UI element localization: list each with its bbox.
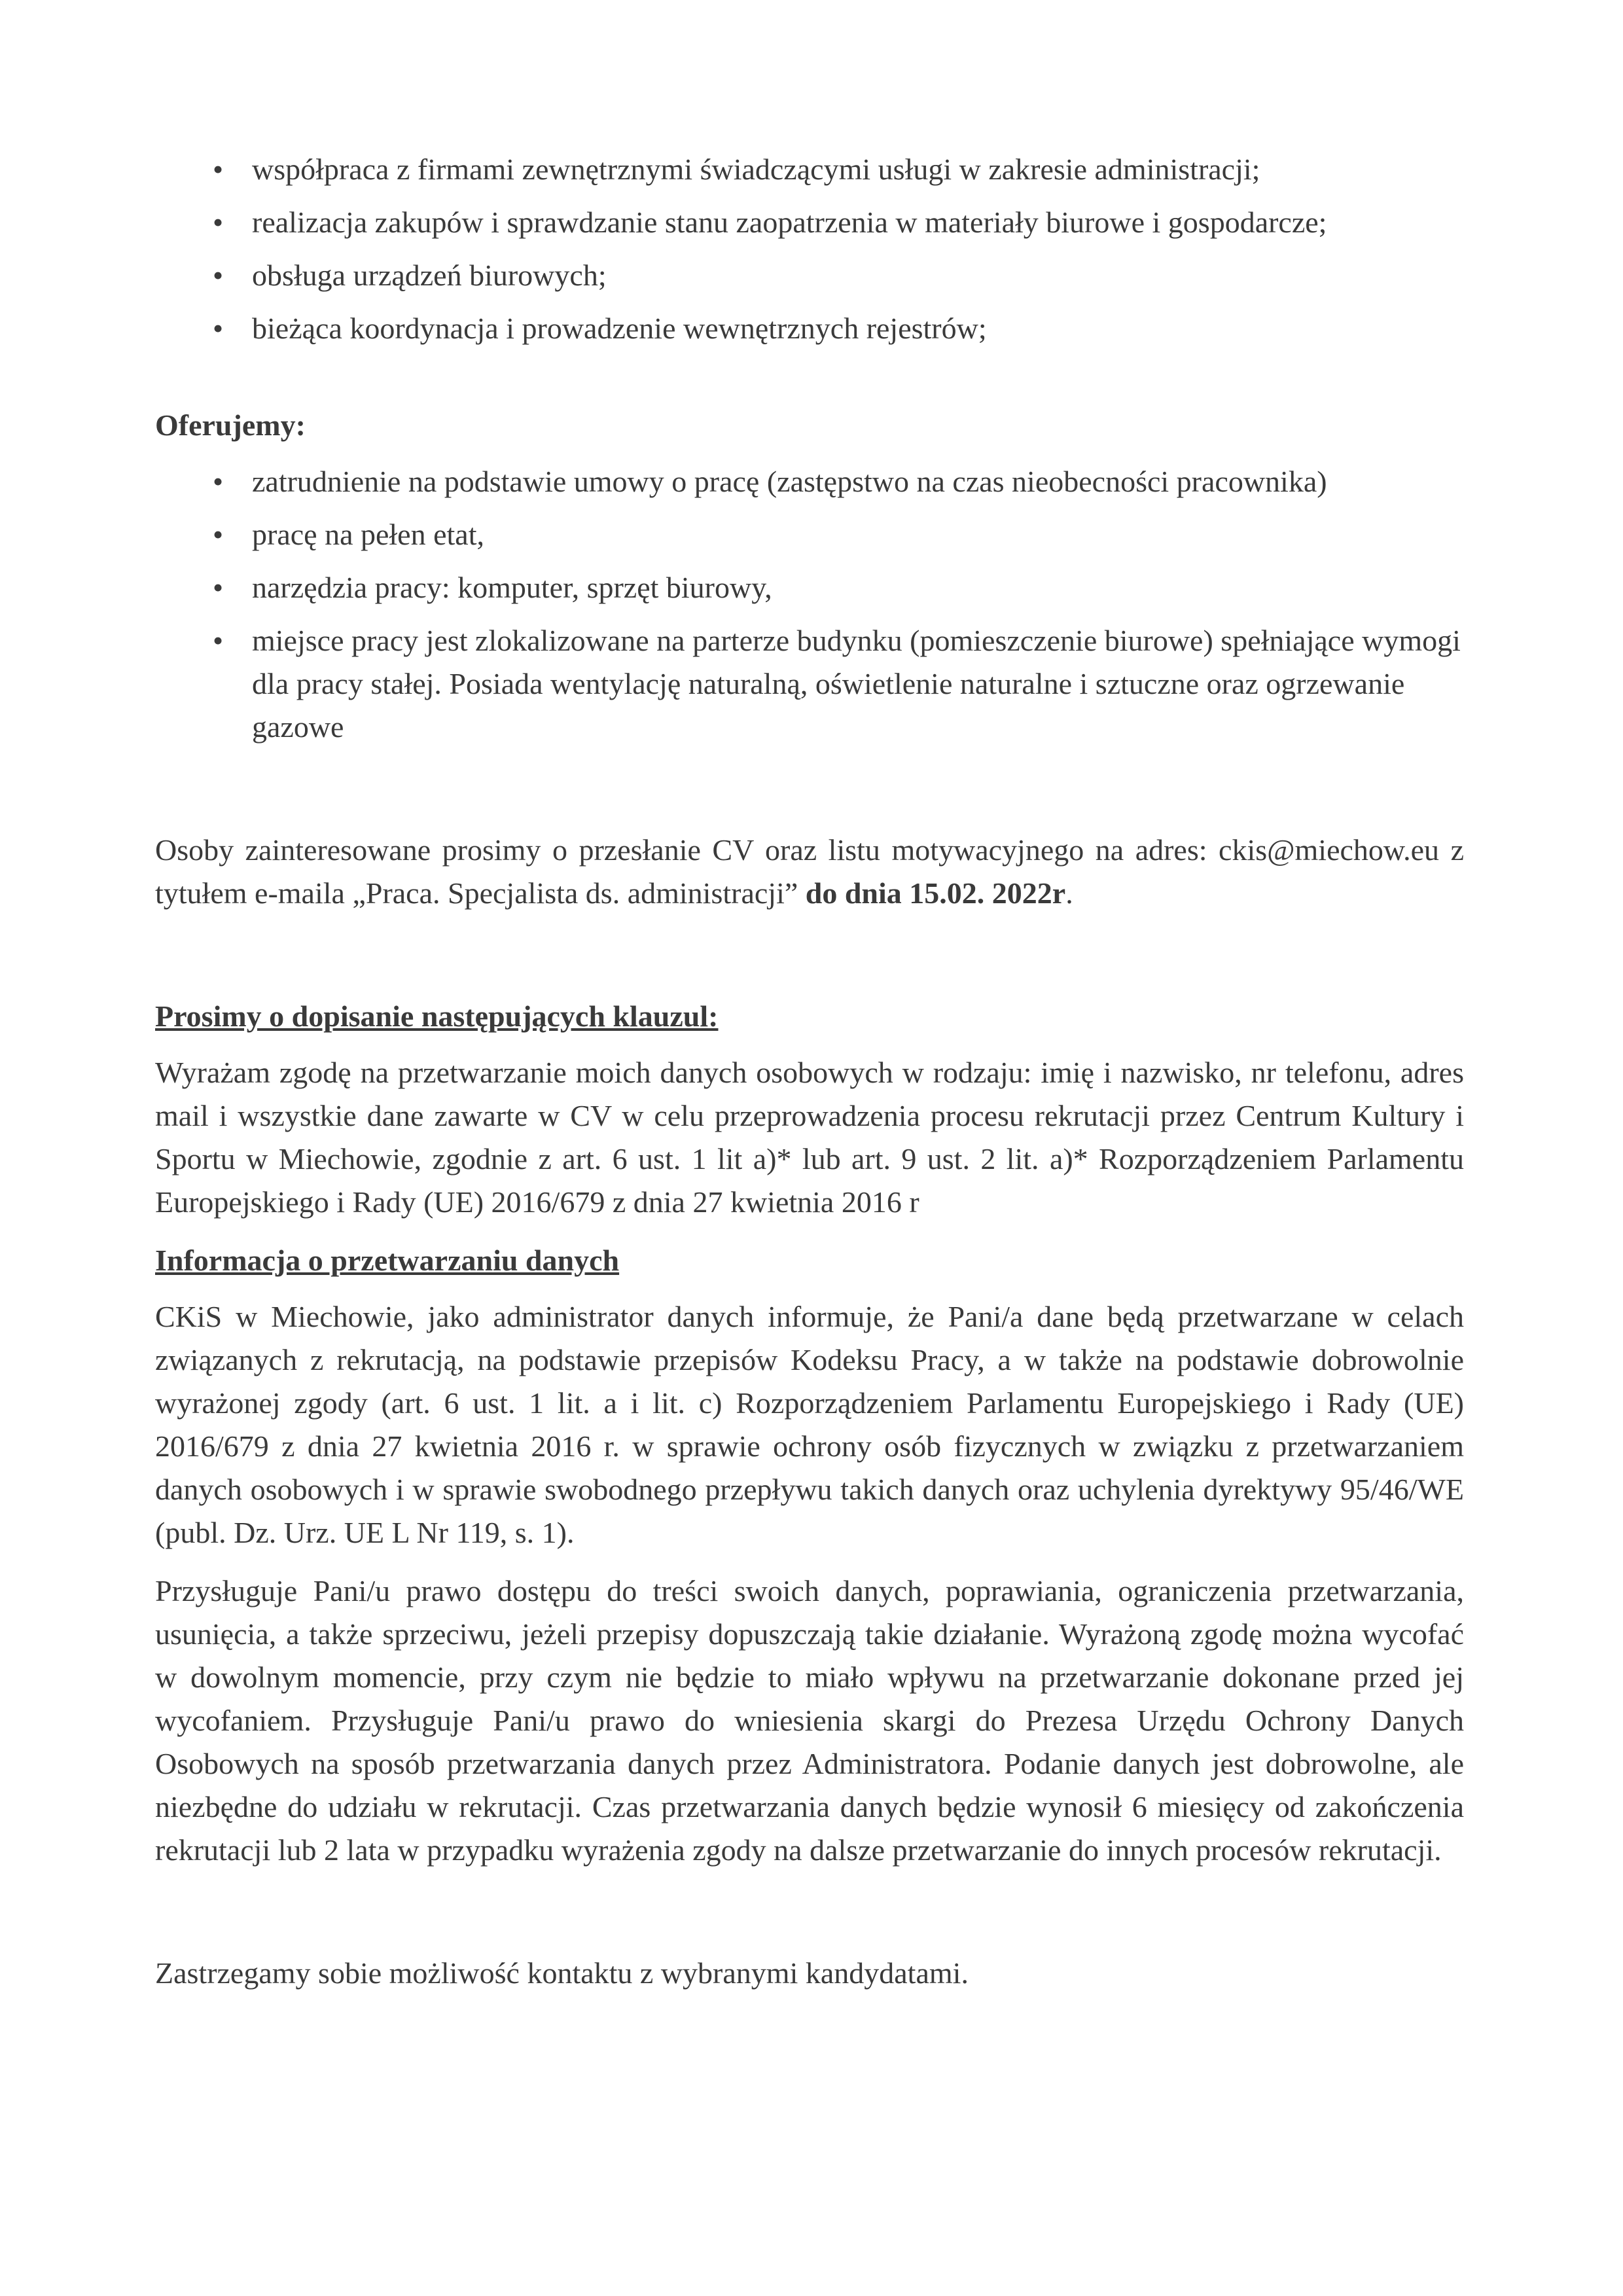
list-item-text: współpraca z firmami zewnętrznymi świadczącymi usługi w zakresie administracji; (252, 152, 1260, 186)
clauses-heading: Prosimy o dopisanie następujących klauzul: (155, 999, 719, 1033)
bullet-icon: • (213, 259, 224, 292)
offer-list (155, 460, 1464, 749)
list-item (155, 619, 1464, 749)
bullet-icon: • (213, 312, 224, 345)
contact-paragraph (155, 829, 1464, 915)
data-processing-paragraph: CKiS w Miechowie, jako administrator danych informuje, że Pani/a dane będą przetwarzane w celach związanych z rekrutacją, na podstawie przepisów Kodeksu Pracy, a w także na podstawie dobrowolnie wyrażonej zgody (art. 6 ust. 1 lit. a i lit. c) Rozporządzeniem Parlamentu Europejskiego i Rady (UE) 2016/679 z dnia 27 kwietnia 2016 r. w sprawie ochrony osób fizycznych w związku z przetwarzaniem danych osobowych i w sprawie swobodnego przepływu takich danych oraz uchylenia dyrektywy 95/46/WE (publ. Dz. Urz. UE L Nr 119, s. 1). (155, 1300, 1464, 1549)
list-item (155, 566, 1464, 609)
closing-line: Zastrzegamy sobie możliwość kontaktu z wybranymi kandydatami. (155, 1956, 969, 1990)
bullet-icon: • (213, 465, 224, 498)
list-item-text: realizacja zakupów i sprawdzanie stanu zaopatrzenia w materiały biurowe i gospodarcze; (252, 206, 1327, 239)
bullet-icon: • (213, 206, 224, 239)
contact-end: . (1065, 876, 1073, 910)
list-item (155, 254, 1464, 297)
list-item (155, 148, 1464, 191)
consent-clause: Wyrażam zgodę na przetwarzanie moich danych osobowych w rodzaju: imię i nazwisko, nr telefonu, adres mail i wszystkie dane zawarte w CV w celu przeprowadzenia procesu rekrutacji przez Centrum Kultury i Sportu w Miechowie, zgodnie z art. 6 ust. 1 lit a)* lub art. 9 ust. 2 lit. a)* Rozporządzeniem Parlamentu Europejskiego i Rady (UE) 2016/679 z dnia 27 kwietnia 2016 r (155, 1056, 1464, 1219)
contact-text: Osoby zainteresowane prosimy o przesłanie CV oraz listu motywacyjnego na adres: ckis@miechow.eu z tytułem e-maila „Praca. Specjalista ds. administracji” (155, 833, 1464, 910)
list-item (155, 201, 1464, 244)
bullet-icon: • (213, 571, 224, 604)
list-item-text: miejsce pracy jest zlokalizowane na parterze budynku (pomieszczenie biurowe) spełniające wymogi dla pracy stałej. Posiada wentylację naturalną, oświetlenie naturalne i sztuczne oraz ogrzewanie gazowe (252, 624, 1461, 744)
bullet-icon: • (213, 518, 224, 551)
list-item-text: zatrudnienie na podstawie umowy o pracę (zastępstwo na czas nieobecności pracownika) (252, 465, 1327, 498)
bullet-icon: • (213, 624, 224, 657)
data-processing-heading: Informacja o przetwarzaniu danych (155, 1244, 620, 1277)
list-item (155, 460, 1464, 503)
list-item (155, 307, 1464, 350)
list-item-text: narzędzia pracy: komputer, sprzęt biurowy, (252, 571, 772, 604)
document-page (155, 148, 1464, 1995)
bullet-icon: • (213, 152, 224, 186)
duties-list (155, 148, 1464, 350)
rights-paragraph: Przysługuje Pani/u prawo dostępu do treści swoich danych, poprawiania, ograniczenia przetwarzania, usunięcia, a także sprzeciwu, jeżeli przepisy dopuszczają takie działanie. Wyrażoną zgodę można wycofać w dowolnym momencie, przy czym nie będzie to miało wpływu na przetwarzanie dokonane przed jej wycofaniem. Przysługuje Pani/u prawo do wniesienia skargi do Prezesa Urzędu Ochrony Danych Osobowych na sposób przetwarzania danych przez Administratora. Podanie danych jest dobrowolne, ale niezbędne do udziału w rekrutacji. Czas przetwarzania danych będzie wynosił 6 miesięcy od zakończenia rekrutacji lub 2 lata w przypadku wyrażenia zgody na dalsze przetwarzanie do innych procesów rekrutacji. (155, 1574, 1464, 1867)
list-item-text: obsługa urządzeń biurowych; (252, 259, 607, 292)
offer-heading: Oferujemy: (155, 408, 306, 442)
list-item (155, 513, 1464, 556)
deadline-text: do dnia 15.02. 2022r (805, 876, 1066, 910)
list-item-text: pracę na pełen etat, (252, 518, 484, 551)
list-item-text: bieżąca koordynacja i prowadzenie wewnętrznych rejestrów; (252, 312, 987, 345)
